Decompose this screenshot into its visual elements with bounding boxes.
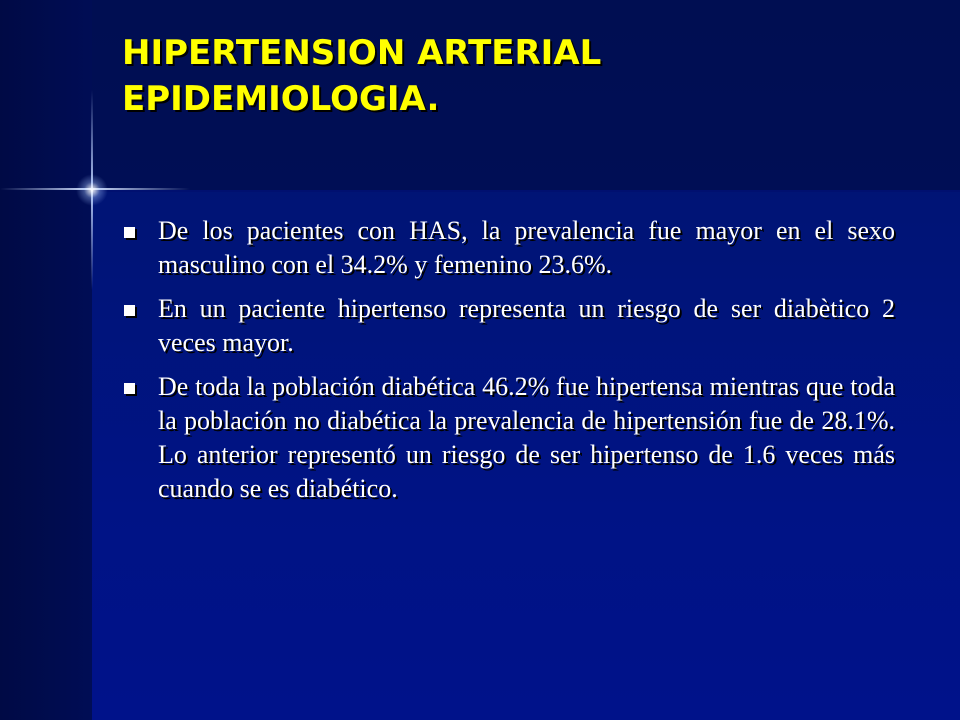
square-bullet-icon [124,227,135,238]
slide-title-line-1: HIPERTENSION ARTERIAL [122,33,602,73]
flare-glow [76,174,108,206]
bullet-list [120,214,895,516]
left-band [0,0,92,720]
bullet-item-1 [120,214,895,282]
bullet-text-2: En un paciente hipertenso representa un riesgo de ser diabètico 2 veces mayor. [158,294,895,357]
square-bullet-icon [124,383,135,394]
square-bullet-icon [124,305,135,316]
bullet-item-2 [120,292,895,360]
bullet-text-3: De toda la población diabética 46.2% fue hipertensa mientras que toda la población no diabética la prevalencia de hipertensión fue de 28.1%. Lo anterior representó un riesgo de ser hipertenso de 1.6 veces más cuando se es diabético. [158,372,895,503]
bullet-item-3 [120,370,895,506]
slide-title-line-2: EPIDEMIOLOGIA. [122,79,440,119]
bullet-text-1: De los pacientes con HAS, la prevalencia fue mayor en el sexo masculino con el 34.2% y femenino 23.6%. [158,216,895,279]
slide-title [122,30,922,122]
